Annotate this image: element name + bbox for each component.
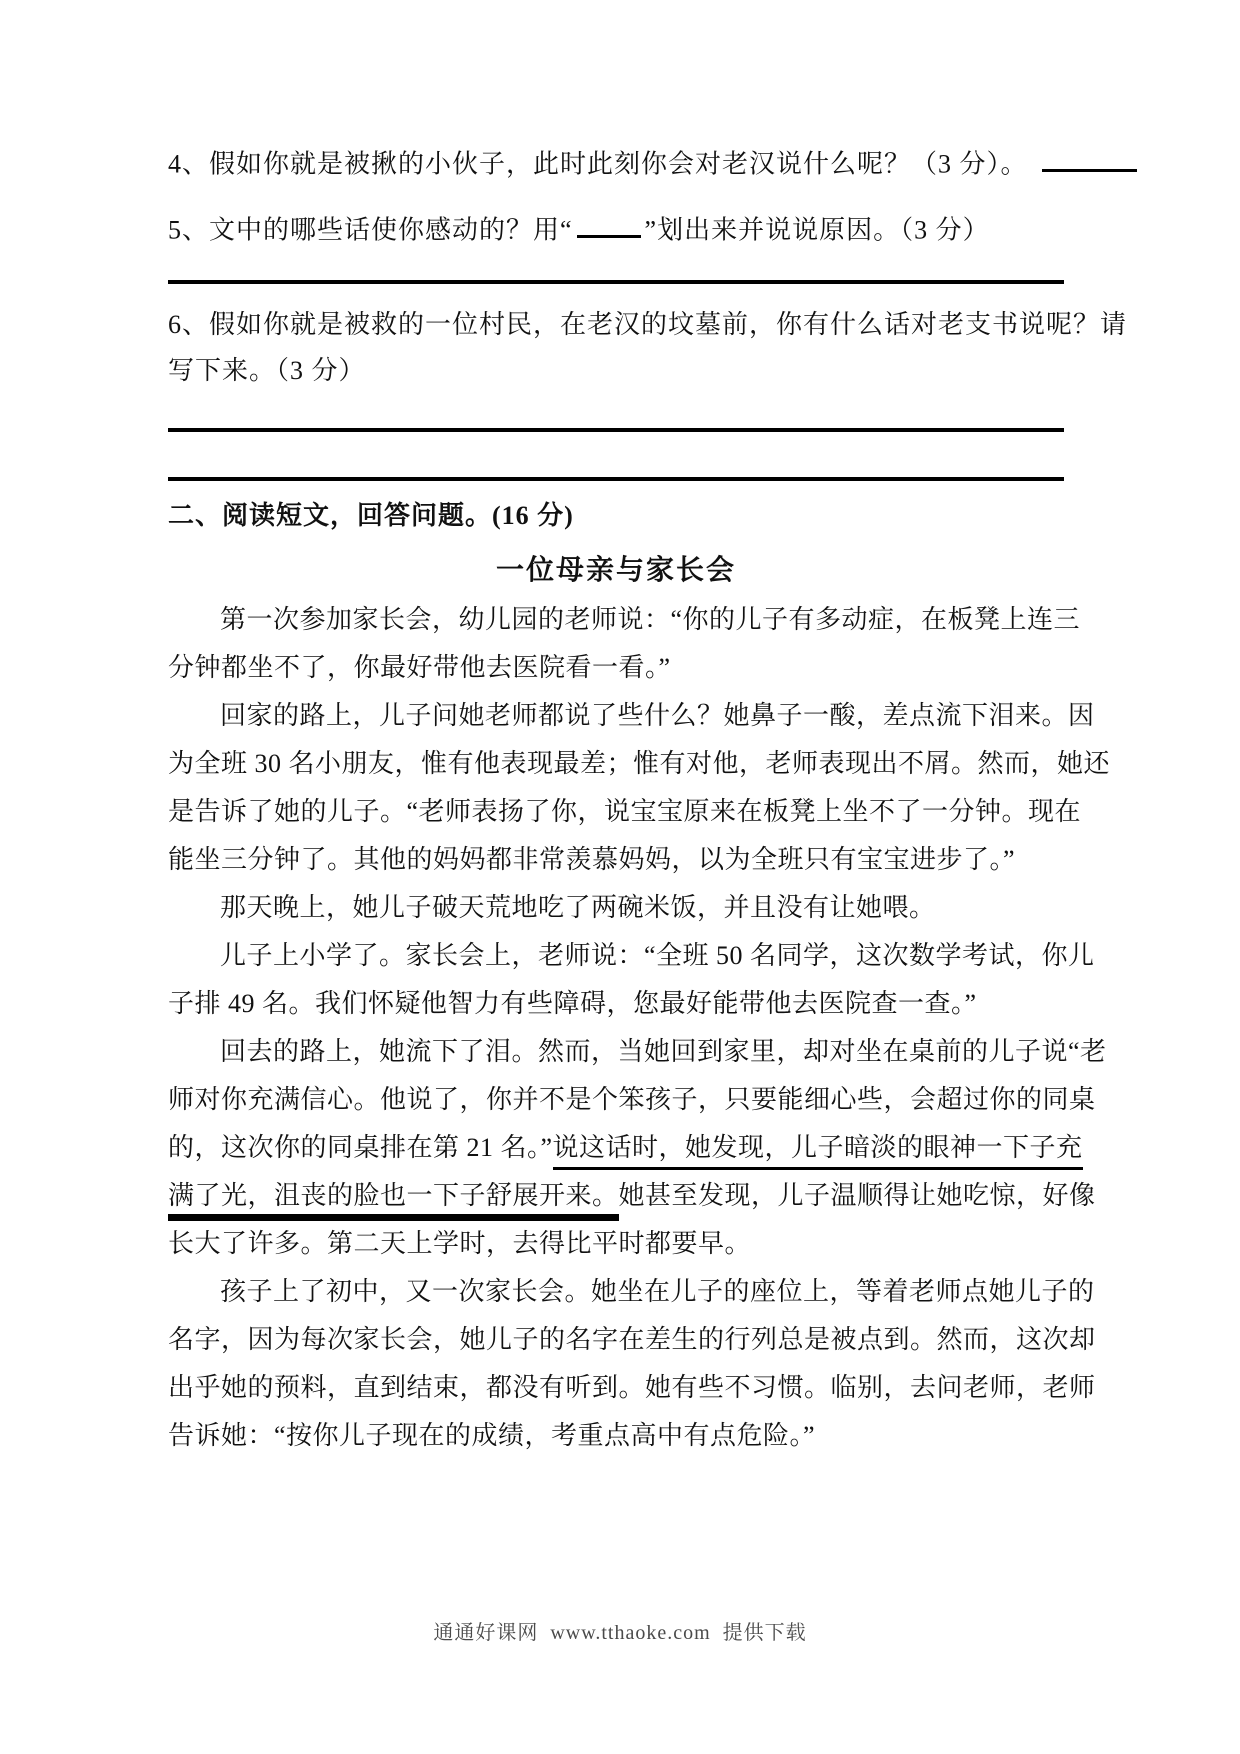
underlined-passage-text: 说这话时，她发现，儿子暗淡的眼神一下子充 [553, 1131, 1083, 1170]
passage-line [168, 1028, 1107, 1076]
passage-text: 是告诉了她的儿子。“老师表扬了你，说宝宝原来在板凳上坐不了一分钟。现在 [168, 797, 1082, 826]
passage-text: 回家的路上，儿子问她老师都说了些什么？她鼻子一酸，差点流下泪来。因 [220, 701, 1095, 730]
underlined-passage-text: 满了光，沮丧的脸也一下子舒展开来。 [168, 1179, 619, 1221]
passage-text: 回去的路上，她流下了泪。然而，当她回到家里，却对坐在桌前的儿子说“老 [220, 1037, 1107, 1066]
passage-text: 长大了许多。第二天上学时，去得比平时都要早。 [168, 1229, 752, 1258]
question-6-text-line-2: 写下来。（3 分） [168, 356, 366, 385]
passage-text: 那天晚上，她儿子破天荒地吃了两碗米饭，并且没有让她喂。 [220, 893, 936, 922]
passage-line [168, 884, 1064, 932]
question-4 [168, 142, 1064, 184]
passage-text: 出乎她的预料，直到结束，都没有听到。她有些不习惯。临别，去问老师，老师 [168, 1373, 1096, 1402]
passage-text: 师对你充满信心。他说了，你并不是个笨孩子，只要能细心些，会超过你的同桌 [168, 1085, 1096, 1114]
passage-line [168, 596, 1081, 644]
passage-body [168, 596, 1111, 1460]
question-5 [168, 208, 1064, 250]
passage [168, 546, 1111, 1460]
passage-line [168, 932, 1095, 980]
footer-watermark: 通通好课网 www.tthaoke.com 提供下载 [433, 1622, 807, 1644]
passage-line [168, 740, 1111, 788]
passage-line [168, 836, 1064, 884]
passage-line [168, 644, 1064, 692]
question-5-text-after: ”划出来并说说原因。（3 分） [644, 215, 990, 245]
passage-title: 一位母亲与家长会 [495, 555, 736, 586]
passage-line [168, 1412, 1064, 1460]
passage-line [168, 1220, 1064, 1268]
question-6-line-1 [168, 305, 1128, 345]
passage-text: 能坐三分钟了。其他的妈妈都非常羡慕妈妈，以为全班只有宝宝进步了。” [168, 845, 1016, 874]
passage-line [168, 1172, 1096, 1220]
passage-text: 孩子上了初中，又一次家长会。她坐在儿子的座位上，等着老师点她儿子的 [220, 1277, 1095, 1306]
question-5-text-before: 5、文中的哪些话使你感动的？用“ [168, 215, 573, 245]
question-6-line-2 [168, 351, 1064, 391]
section-heading: 二、阅读短文，回答问题。(16 分) [168, 501, 574, 530]
passage-line [168, 1364, 1096, 1412]
passage-text: 子排 49 名。我们怀疑他智力有些障碍，您最好能带他去医院查一查。” [168, 989, 977, 1018]
question-5-inline-blank [577, 208, 641, 238]
passage-line [168, 1124, 1083, 1172]
passage-text: 名字，因为每次家长会，她儿子的名字在差生的行列总是被点到。然而，这次却 [168, 1325, 1096, 1354]
question-6-text-line-1: 6、假如你就是被救的一位村民，在老汉的坟墓前，你有什么话对老支书说呢？请 [168, 310, 1128, 339]
passage-text: 分钟都坐不了，你最好带他去医院看一看。” [168, 653, 671, 682]
passage-line [168, 1316, 1096, 1364]
passage-line [168, 980, 1064, 1028]
question-4-text: 4、假如你就是被揪的小伙子，此时此刻你会对老汉说什么呢？（3 分）。 [168, 149, 1028, 179]
passage-text: 儿子上小学了。家长会上，老师说：“全班 50 名同学，这次数学考试，你儿 [220, 941, 1095, 970]
answer-line-rule [168, 280, 1064, 284]
question-4-answer-blank [1042, 142, 1137, 172]
passage-text: 她甚至发现，儿子温顺得让她吃惊，好像 [618, 1181, 1096, 1210]
answer-line-rule [168, 428, 1064, 432]
passage-text: 的，这次你的同桌排在第 21 名。” [168, 1133, 553, 1162]
passage-line [168, 1268, 1095, 1316]
passage-line [168, 1076, 1096, 1124]
passage-line [168, 692, 1095, 740]
passage-text: 为全班 30 名小朋友，惟有他表现最差；惟有对他，老师表现出不屑。然而，她还 [168, 749, 1111, 778]
passage-text: 第一次参加家长会，幼儿园的老师说：“你的儿子有多动症，在板凳上连三 [220, 605, 1081, 634]
passage-line [168, 788, 1082, 836]
passage-text: 告诉她：“按你儿子现在的成绩，考重点高中有点危险。” [168, 1421, 816, 1450]
answer-line-rule [168, 477, 1064, 481]
